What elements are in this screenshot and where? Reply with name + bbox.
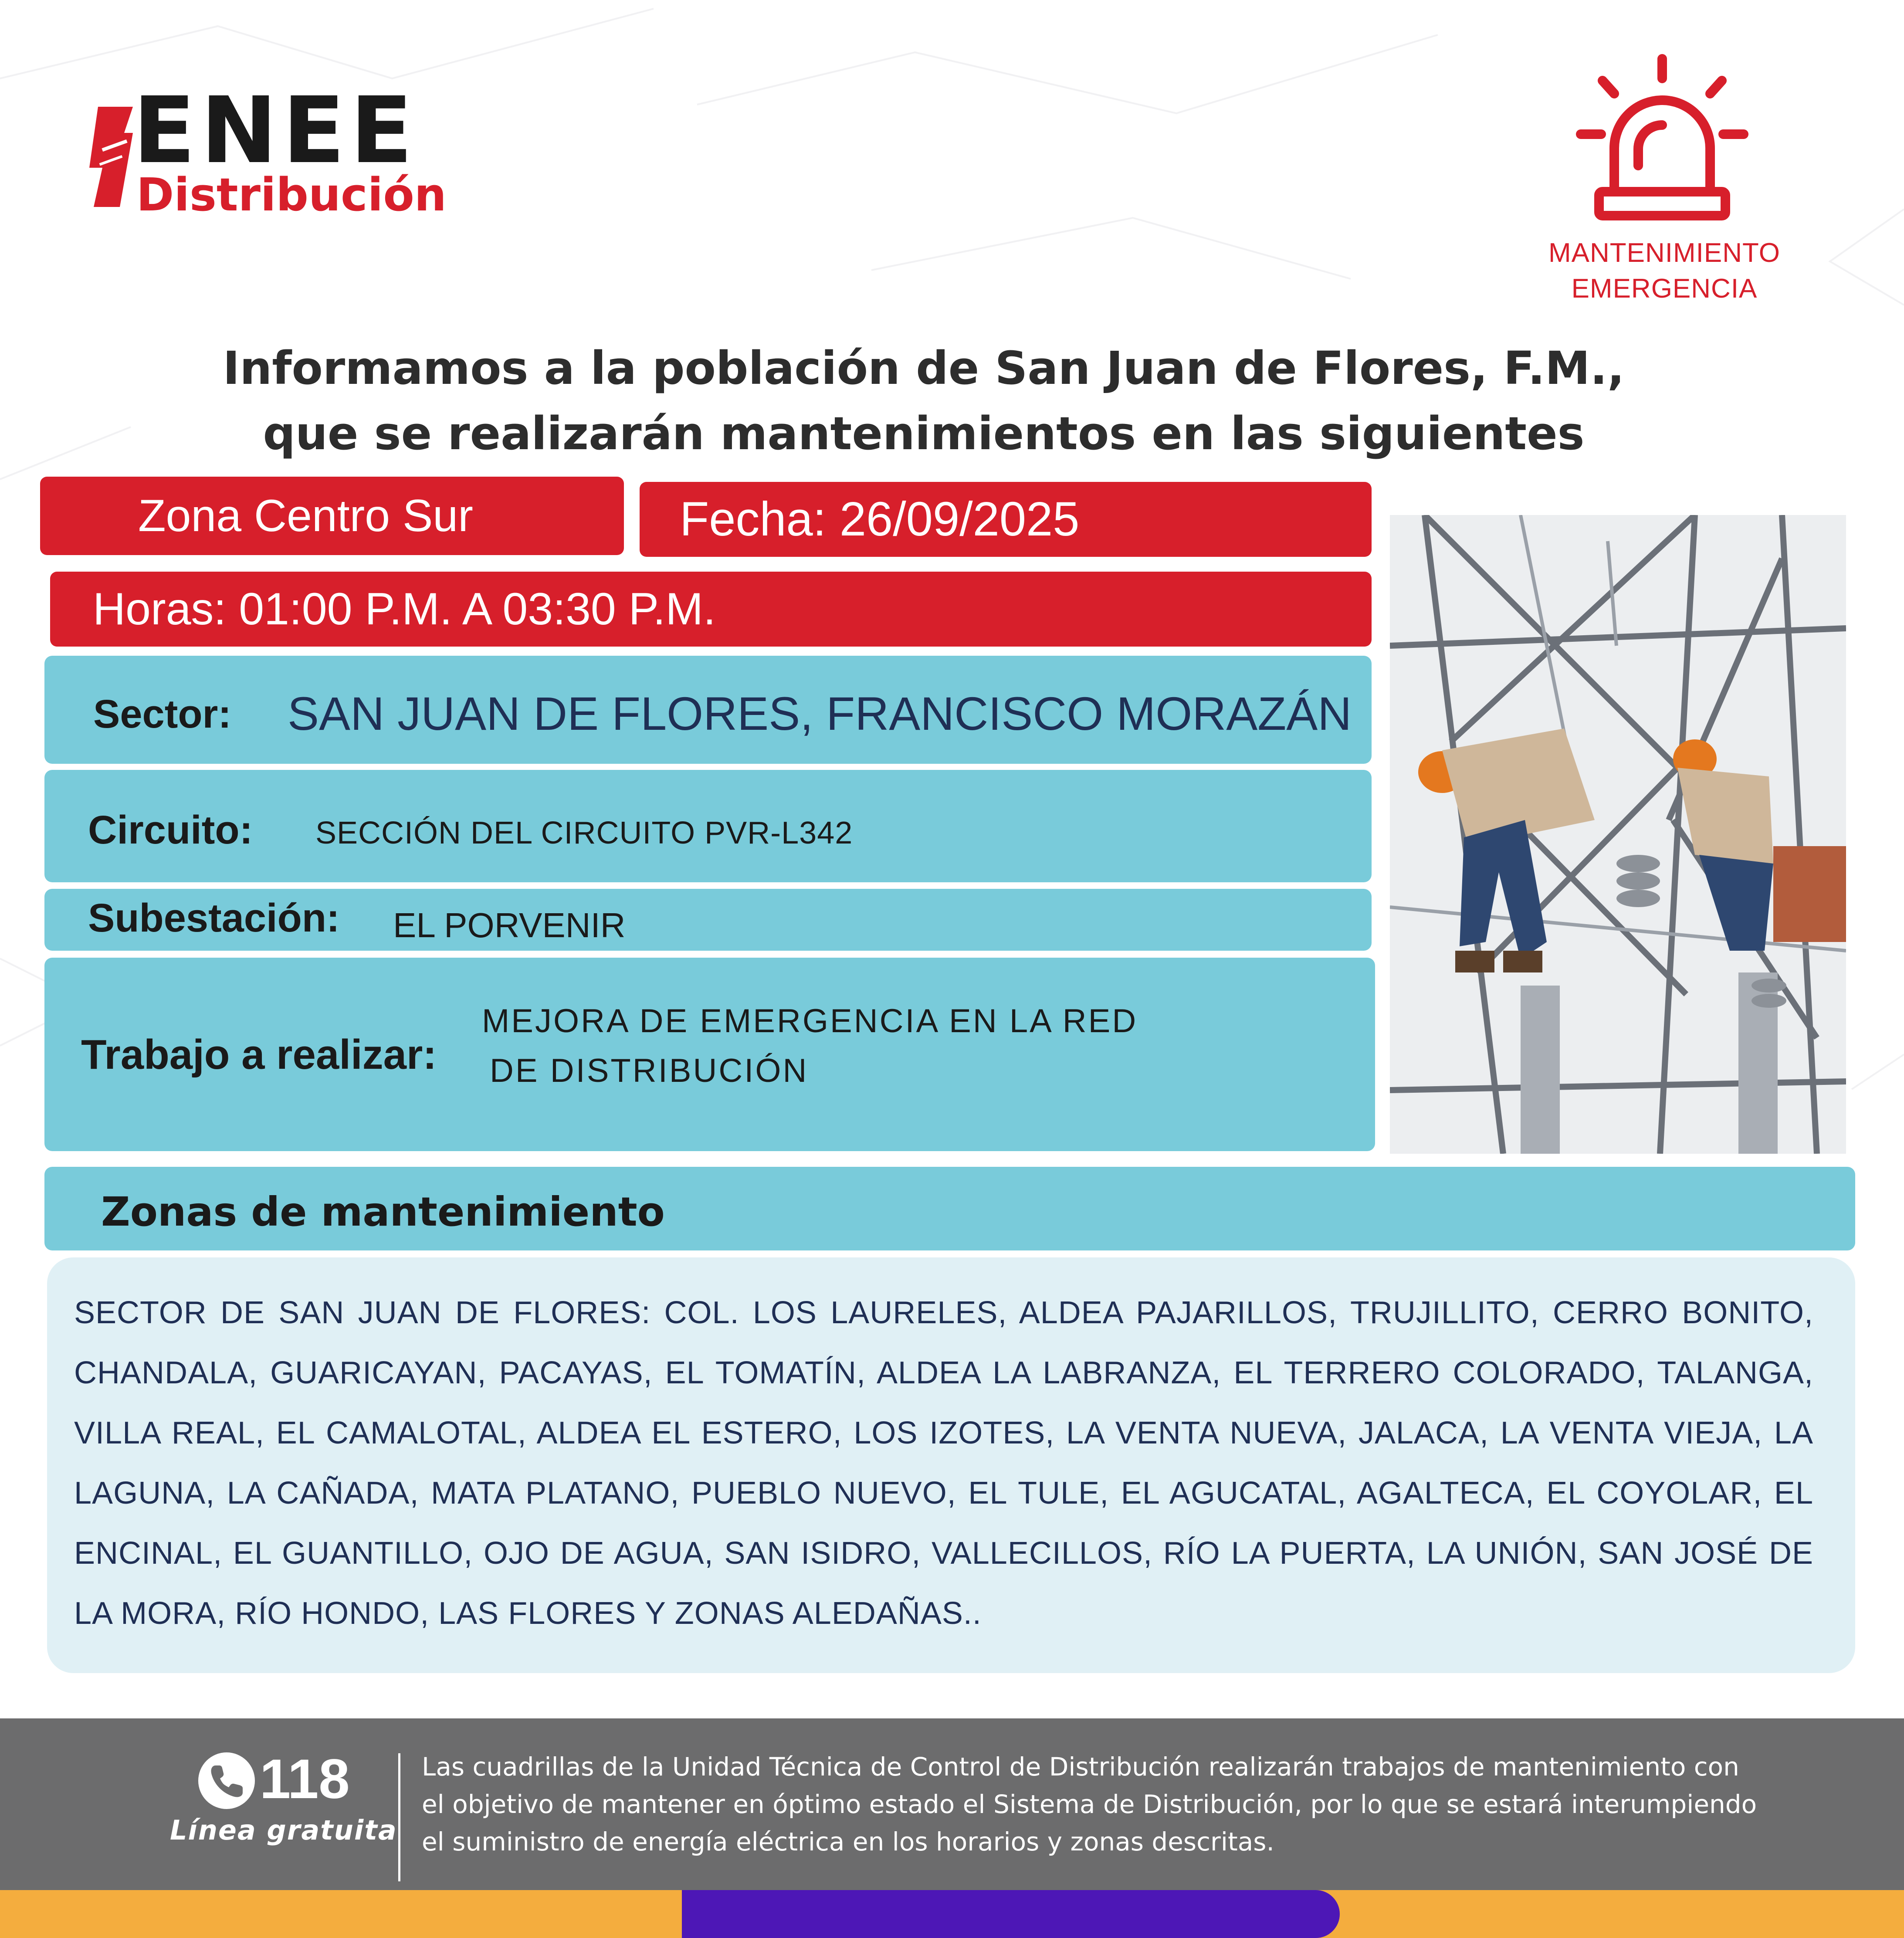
footer-line-1: Las cuadrillas de la Unidad Técnica de Control de Distribución realizarán trabajos de mantenimiento con (422, 1752, 1739, 1782)
sector-box (44, 656, 1372, 764)
footer-divider (398, 1753, 400, 1881)
circuito-box (44, 770, 1372, 882)
logo-subtitle: Distribución (136, 168, 447, 221)
enee-logo (89, 77, 464, 224)
siren-icon (1569, 52, 1756, 227)
subestacion-label: Subestación: (88, 896, 340, 940)
headline (52, 335, 1795, 466)
bottom-stripe-purple-edge (682, 1890, 708, 1938)
horas-bar: Horas: 01:00 P.M. A 03:30 P.M. (50, 572, 1372, 647)
phone-number: 118 (260, 1748, 350, 1810)
badge-line-1: MANTENIMIENTO (1548, 238, 1780, 268)
subestacion-box (44, 889, 1372, 951)
emergency-badge-label (1499, 235, 1830, 307)
zonas-header (44, 1167, 1855, 1250)
trabajo-box (44, 958, 1375, 1151)
subestacion-value: EL PORVENIR (393, 906, 626, 945)
logo-bolt-icon (89, 102, 137, 211)
badge-line-2: EMERGENCIA (1571, 274, 1758, 304)
zonas-list: SECTOR DE SAN JUAN DE FLORES: COL. LOS LAURELES, ALDEA PAJARILLOS, TRUJILLITO, CERRO BONITO, CHANDALA, GUARICAYAN, PACAYAS, EL TOMATÍN, ALDEA LA LABRANZA, EL TERRERO COLORADO, TALANGA, VILLA REAL, EL CAMALOTAL, ALDEA EL ESTERO, LOS IZOTES, LA VENTA NUEVA, JALACA, LA VENTA VIEJA, LA LAGUNA, LA CAÑADA, MATA PLATANO, PUEBLO NUEVO, EL TULE, EL AGUCATAL, AGALTECA, EL COYOLAR, EL ENCINAL, EL GUANTILLO, OJO DE AGUA, SAN ISIDRO, VALLECILLOS, RÍO LA PUERTA, LA UNIÓN, SAN JOSÉ DE LA MORA, RÍO HONDO, LAS FLORES Y ZONAS ALEDAÑAS.. (47, 1257, 1855, 1673)
logo-wordmark: ENEE (133, 77, 418, 184)
circuito-label: Circuito: (88, 808, 253, 852)
footer-notice (422, 1748, 1833, 1860)
fecha-bar: Fecha: 26/09/2025 (640, 482, 1372, 557)
trabajo-value-line-2: DE DISTRIBUCIÓN (490, 1052, 809, 1089)
bottom-stripe-purple (682, 1890, 1340, 1938)
headline-line-2: que se realizarán mantenimientos en las siguientes (263, 407, 1585, 460)
phone-label: Línea gratuita (170, 1814, 397, 1846)
zona-bar: Zona Centro Sur (40, 477, 624, 555)
trabajo-label: Trabajo a realizar: (81, 1031, 437, 1078)
footer (0, 1718, 1904, 1890)
footer-line-2: el objetivo de mantener en óptimo estado el Sistema de Distribución, por lo que se estará interumpiendo (422, 1789, 1757, 1819)
sector-label: Sector: (93, 692, 231, 736)
zonas-title: Zonas de mantenimiento (101, 1189, 665, 1235)
footer-line-3: el suministro de energía eléctrica en los horarios y zonas descritas. (422, 1827, 1274, 1857)
phone-icon (198, 1752, 255, 1809)
tower-workers-photo (1390, 515, 1846, 1154)
headline-line-1: Informamos a la población de San Juan de Flores, F.M., (223, 342, 1625, 395)
circuito-value: SECCIÓN DEL CIRCUITO PVR-L342 (315, 816, 853, 850)
trabajo-value-line-1: MEJORA DE EMERGENCIA EN LA RED (482, 1003, 1138, 1040)
sector-value: SAN JUAN DE FLORES, FRANCISCO MORAZÁN (288, 687, 1352, 740)
